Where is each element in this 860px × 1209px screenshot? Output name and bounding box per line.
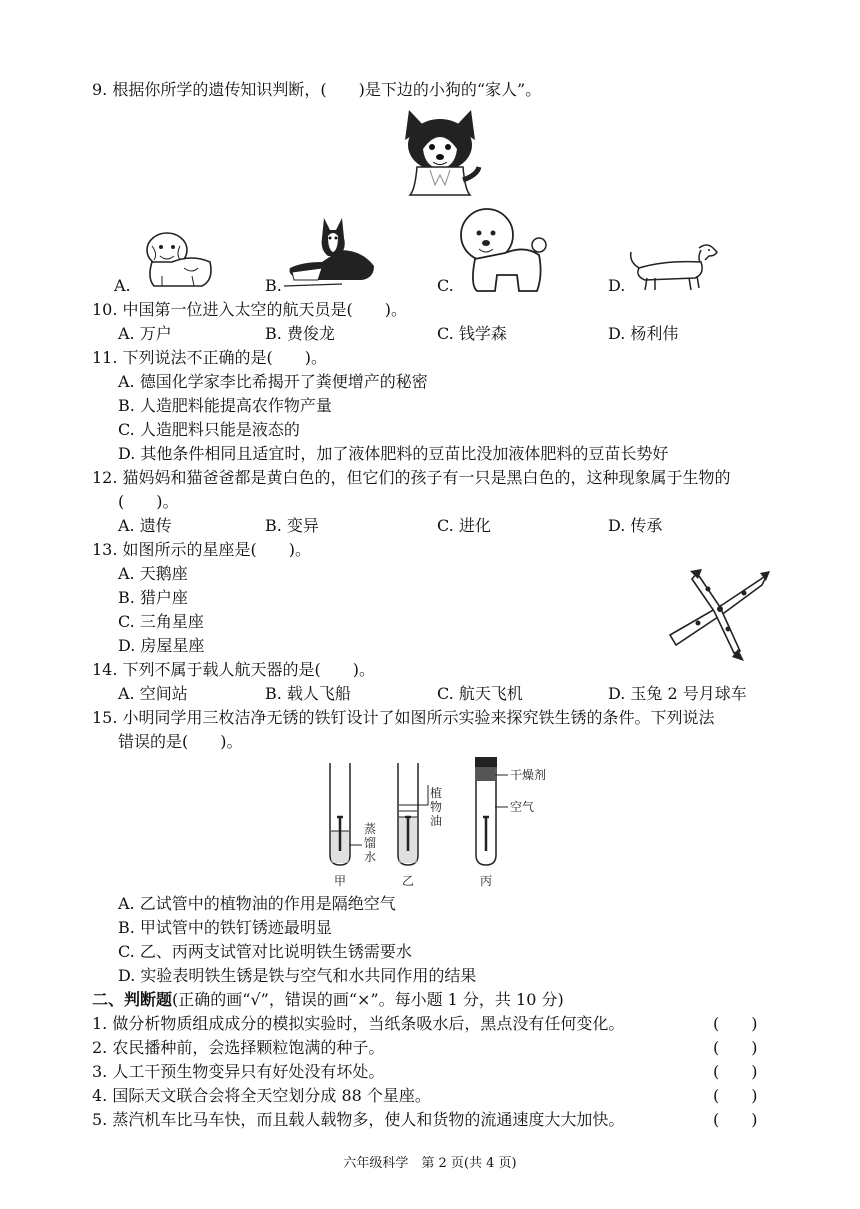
- q15-stem-line1: 15. 小明同学用三枚洁净无锈的铁钉设计了如图所示实验来探究铁生锈的条件。下列说法: [92, 708, 715, 727]
- judge-answer-box-2[interactable]: ( ): [713, 1038, 758, 1057]
- q12-option-a: A. 遗传: [118, 516, 172, 535]
- q11-option-c: C. 人造肥料只能是液态的: [118, 420, 300, 439]
- q9-option-b-label: B.: [265, 276, 282, 295]
- tube-label-jia: 甲: [334, 874, 347, 888]
- q13-option-d: D. 房屋星座: [118, 636, 205, 655]
- label-water-1: 蒸: [364, 822, 377, 836]
- husky-puppy-image: [395, 105, 485, 200]
- q9-option-a-label: A.: [114, 276, 131, 295]
- q10-option-d: D. 杨利伟: [608, 324, 679, 343]
- tube-label-bing: 丙: [480, 874, 493, 888]
- q12-stem-line2: ( )。: [118, 492, 179, 511]
- test-tube-experiment-figure: [318, 755, 558, 890]
- q14-option-d: D. 玉兔 2 号月球车: [608, 684, 747, 703]
- tube-yi: [398, 763, 428, 865]
- label-oil-3: 油: [430, 814, 443, 828]
- dachshund-image: [625, 238, 720, 293]
- judge-answer-box-5[interactable]: ( ): [713, 1110, 758, 1129]
- bulldog-image: [132, 228, 222, 290]
- page-footer: 六年级科学 第 2 页(共 4 页): [343, 1156, 517, 1171]
- q12-option-c: C. 进化: [437, 516, 491, 535]
- judge-item-5: 5. 蒸汽机车比马车快，而且载人载物多，使人和货物的流通速度大大加快。: [92, 1110, 625, 1129]
- q10-option-b: B. 费俊龙: [265, 324, 335, 343]
- label-air: 空气: [510, 800, 535, 814]
- lying-husky-image: [282, 210, 382, 290]
- q11-stem: 11. 下列说法不正确的是( )。: [92, 348, 328, 367]
- q14-stem: 14. 下列不属于载人航天器的是( )。: [92, 660, 376, 679]
- q15-option-c: C. 乙、丙两支试管对比说明铁生锈需要水: [118, 942, 412, 961]
- q14-option-b: B. 载人飞船: [265, 684, 351, 703]
- label-oil-2: 物: [430, 800, 443, 814]
- section2-header: [92, 990, 564, 1010]
- judge-item-1: 1. 做分析物质组成成分的模拟实验时，当纸条吸水后，黑点没有任何变化。: [92, 1014, 625, 1033]
- q12-option-d: D. 传承: [608, 516, 663, 535]
- section2-instruction: (正确的画“√”，错误的画“×”。每小题 1 分，共 10 分): [172, 990, 564, 1009]
- q10-option-c: C. 钱学森: [437, 324, 507, 343]
- poodle-image: [455, 205, 550, 297]
- tube-bing: [475, 757, 508, 865]
- judge-item-4: 4. 国际天文联合会将全天空划分成 88 个星座。: [92, 1086, 431, 1105]
- q15-option-a: A. 乙试管中的植物油的作用是隔绝空气: [118, 894, 396, 913]
- q10-option-a: A. 万户: [118, 324, 172, 343]
- q15-option-d: D. 实验表明铁生锈是铁与空气和水共同作用的结果: [118, 966, 477, 985]
- q11-option-a: A. 德国化学家李比希揭开了粪便增产的秘密: [118, 372, 428, 391]
- judge-item-3: 3. 人工干预生物变异只有好处没有坏处。: [92, 1062, 385, 1081]
- judge-answer-box-1[interactable]: ( ): [713, 1014, 758, 1033]
- q11-option-d: D. 其他条件相同且适宜时，加了液体肥料的豆苗比没加液体肥料的豆苗长势好: [118, 444, 669, 463]
- q14-option-a: A. 空间站: [118, 684, 188, 703]
- judge-item-2: 2. 农民播种前，会选择颗粒饱满的种子。: [92, 1038, 385, 1057]
- q13-option-a: A. 天鹅座: [118, 564, 188, 583]
- q13-option-b: B. 猎户座: [118, 588, 188, 607]
- q9-option-d-label: D.: [608, 276, 626, 295]
- q13-option-c: C. 三角星座: [118, 612, 204, 631]
- q14-option-c: C. 航天飞机: [437, 684, 523, 703]
- judge-answer-box-4[interactable]: ( ): [713, 1086, 758, 1105]
- q15-stem-line2: 错误的是( )。: [118, 732, 243, 751]
- label-water-2: 馏: [364, 836, 377, 850]
- q10-stem: 10. 中国第一位进入太空的航天员是( )。: [92, 300, 408, 319]
- q13-stem: 13. 如图所示的星座是( )。: [92, 540, 312, 559]
- q12-option-b: B. 变异: [265, 516, 319, 535]
- swan-constellation-image: [662, 565, 772, 665]
- q9-stem: 9. 根据你所学的遗传知识判断，( )是下边的小狗的“家人”。: [92, 80, 542, 99]
- q12-stem-line1: 12. 猫妈妈和猫爸爸都是黄白色的，但它们的孩子有一只是黑白色的，这种现象属于生物的: [92, 468, 731, 487]
- label-oil-1: 植: [430, 786, 443, 800]
- label-desiccant: 干燥剂: [510, 768, 547, 782]
- tube-label-yi: 乙: [402, 874, 415, 888]
- label-water-3: 水: [364, 850, 377, 864]
- q11-option-b: B. 人造肥料能提高农作物产量: [118, 396, 332, 415]
- q9-option-c-label: C.: [437, 276, 454, 295]
- tube-jia: [330, 763, 362, 865]
- judge-answer-box-3[interactable]: ( ): [713, 1062, 758, 1081]
- q15-option-b: B. 甲试管中的铁钉锈迹最明显: [118, 918, 332, 937]
- section2-title: 二、判断题: [92, 990, 173, 1009]
